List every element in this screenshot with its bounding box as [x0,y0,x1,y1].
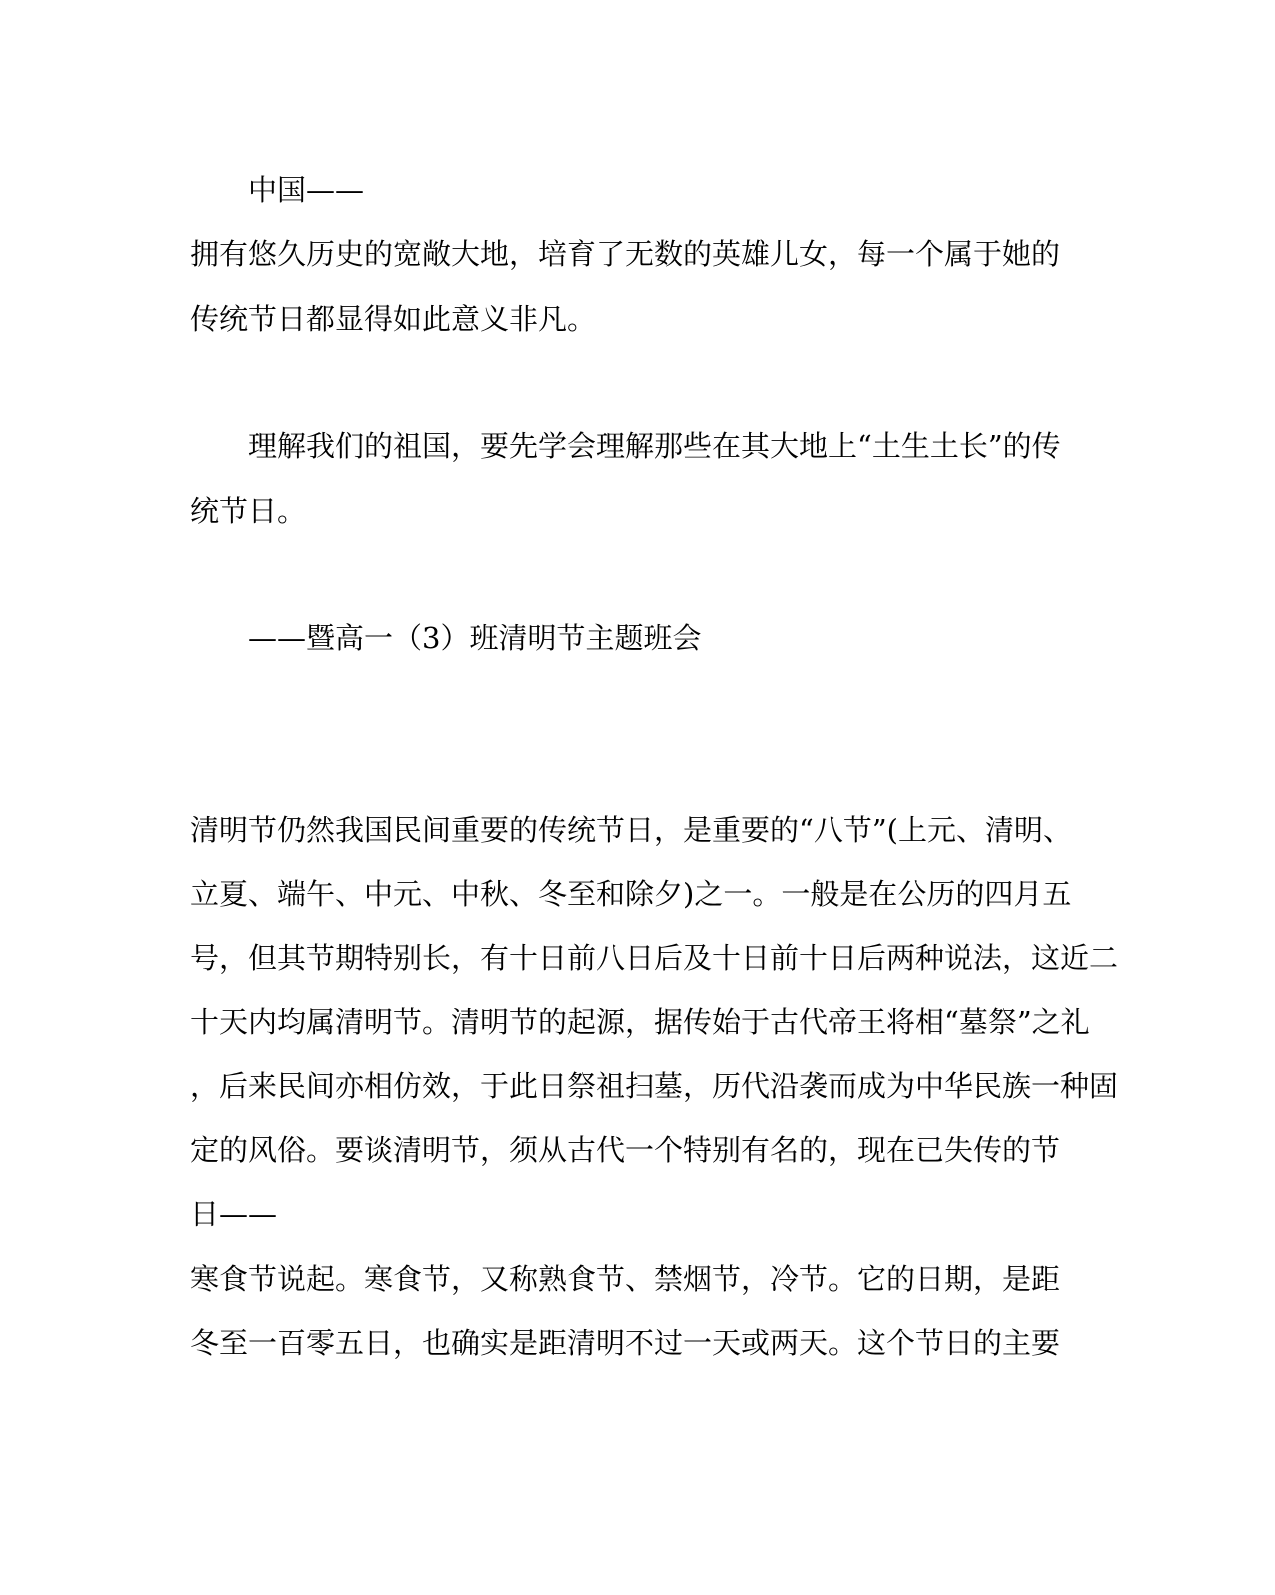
text-line-8: 立夏、端午、中元、中秋、冬至和除夕)之一。一般是在公历的四月五 [190,877,1072,911]
text-line-12: 定的风俗。要谈清明节，须从古代一个特别有名的，现在已失传的节 [190,1133,1061,1167]
text-line-1: 中国—— [248,173,365,207]
text-line-10: 十天内均属清明节。清明节的起源，据传始于古代帝王将相“墓祭”之礼 [190,1005,1090,1039]
text-line-11: ，后来民间亦相仿效，于此日祭祖扫墓，历代沿袭而成为中华民族一种固 [190,1069,1119,1103]
text-line-5: 统节日。 [190,494,307,528]
text-line-15: 冬至一百零五日，也确实是距清明不过一天或两天。这个节日的主要 [190,1326,1061,1360]
text-line-13: 日—— [190,1197,278,1231]
text-line-14: 寒食节说起。寒食节，又称熟食节、禁烟节，冷节。它的日期，是距 [190,1262,1061,1296]
text-line-2: 拥有悠久历史的宽敞大地，培育了无数的英雄儿女，每一个属于她的 [190,237,1061,271]
text-line-3: 传统节日都显得如此意义非凡。 [190,302,597,336]
subtitle-line: ——暨高一（3）班清明节主题班会 [248,621,702,655]
text-line-4: 理解我们的祖国，要先学会理解那些在其大地上“土生土长”的传 [248,429,1061,463]
text-line-7: 清明节仍然我国民间重要的传统节日，是重要的“八节”(上元、清明、 [190,813,1072,847]
text-line-9: 号，但其节期特别长，有十日前八日后及十日前十日后两种说法，这近二 [190,941,1119,975]
